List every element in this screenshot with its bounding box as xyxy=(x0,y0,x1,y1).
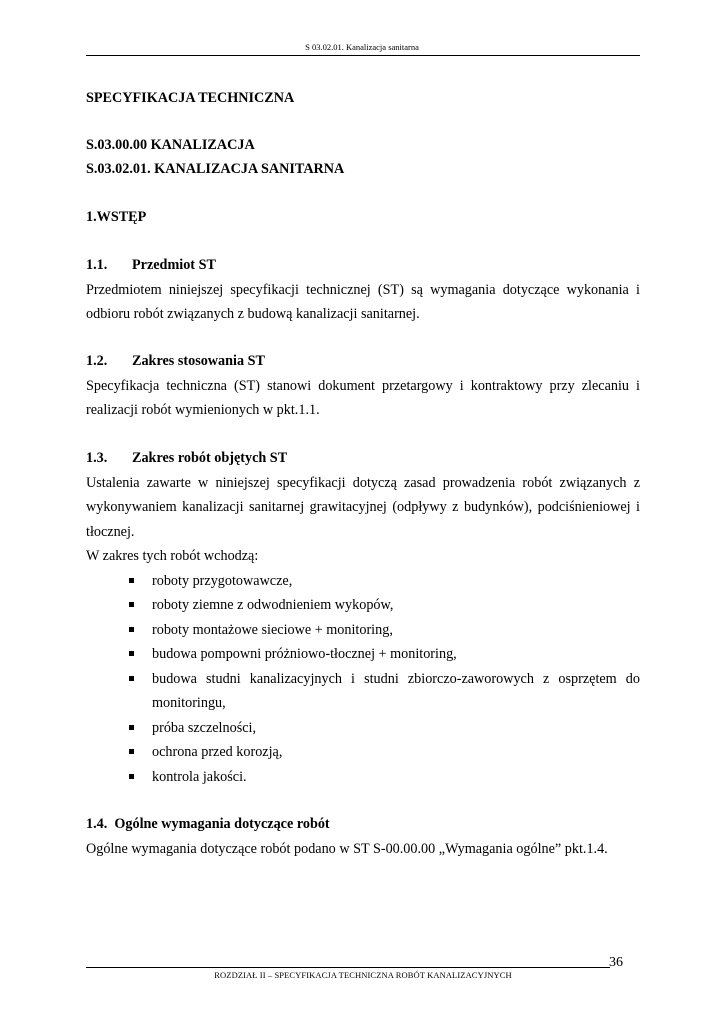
section-1-4 xyxy=(86,812,640,861)
section-heading xyxy=(86,349,640,374)
list-item: próba szczelności, xyxy=(86,716,640,741)
work-scope-list xyxy=(86,569,640,790)
chapter-heading: 1.WSTĘP xyxy=(86,209,147,225)
list-item: ochrona przed korozją, xyxy=(86,740,640,765)
square-bullet-icon xyxy=(129,627,134,632)
list-item: budowa pompowni próżniowo-tłocznej + monitoring, xyxy=(86,642,640,667)
list-item: roboty ziemne z odwodnieniem wykopów, xyxy=(86,593,640,618)
list-item: roboty montażowe sieciowe + monitoring, xyxy=(86,618,640,643)
square-bullet-icon xyxy=(129,651,134,656)
section-list-intro: W zakres tych robót wchodzą: xyxy=(86,548,259,564)
list-item: budowa studni kanalizacyjnych i studni zbiorczo-zaworowych z osprzętem do monitoringu, xyxy=(86,667,640,716)
section-title: Zakres robót objętych ST xyxy=(132,450,288,466)
running-footer: ROZDZIAŁ II – SPECYFIKACJA TECHNICZNA ROBÓT KANALIZACYJNYCH xyxy=(214,970,512,980)
section-text: Ustalenia zawarte w niniejszej specyfikacji dotyczą zasad prowadzenia robót związanych z wykonywaniem kanalizacji sanitarnej grawitacyjnej (odpływy z budynków), podciśnieniowej i tłocznej. xyxy=(86,474,640,540)
section-title: Przedmiot ST xyxy=(132,257,216,273)
spec-code-2: S.03.02.01. KANALIZACJA SANITARNA xyxy=(86,161,345,177)
header-rule xyxy=(86,55,640,56)
section-number: 1.1. xyxy=(86,257,108,273)
section-text: Ogólne wymagania dotyczące robót podano w ST S-00.00.00 „Wymagania ogólne” pkt.1.4. xyxy=(86,840,608,857)
square-bullet-icon xyxy=(129,602,134,607)
section-text: Specyfikacja techniczna (ST) stanowi dokument przetargowy i kontraktowy przy zlecaniu i realizacji robót wymienionych w pkt.1.1. xyxy=(86,377,640,418)
section-1-3 xyxy=(86,446,640,789)
section-title: Ogólne wymagania dotyczące robót xyxy=(114,816,330,832)
section-number: 1.3. xyxy=(86,450,108,466)
running-header: S 03.02.01. Kanalizacja sanitarna xyxy=(305,42,419,52)
square-bullet-icon xyxy=(129,676,134,681)
square-bullet-icon xyxy=(129,725,134,730)
section-text: Przedmiotem niniejszej specyfikacji technicznej (ST) są wymagania dotyczące wykonania i odbioru robót związanych z budową kanalizacji sanitarnej. xyxy=(86,281,640,322)
footer-rule xyxy=(86,967,610,968)
list-item: roboty przygotowawcze, xyxy=(86,569,640,594)
section-title: Zakres stosowania ST xyxy=(132,353,265,369)
square-bullet-icon xyxy=(129,774,134,779)
document-title: SPECYFIKACJA TECHNICZNA xyxy=(86,90,295,106)
section-1-2 xyxy=(86,349,640,423)
section-1-1 xyxy=(86,253,640,327)
section-heading xyxy=(86,253,640,278)
section-heading xyxy=(86,446,640,471)
section-heading xyxy=(86,812,640,837)
square-bullet-icon xyxy=(129,578,134,583)
spec-code-1: S.03.00.00 KANALIZACJA xyxy=(86,137,255,153)
section-number: 1.4. xyxy=(86,816,108,832)
square-bullet-icon xyxy=(129,749,134,754)
page-number: 36 xyxy=(609,955,623,970)
list-item: kontrola jakości. xyxy=(86,765,640,790)
section-number: 1.2. xyxy=(86,353,108,369)
